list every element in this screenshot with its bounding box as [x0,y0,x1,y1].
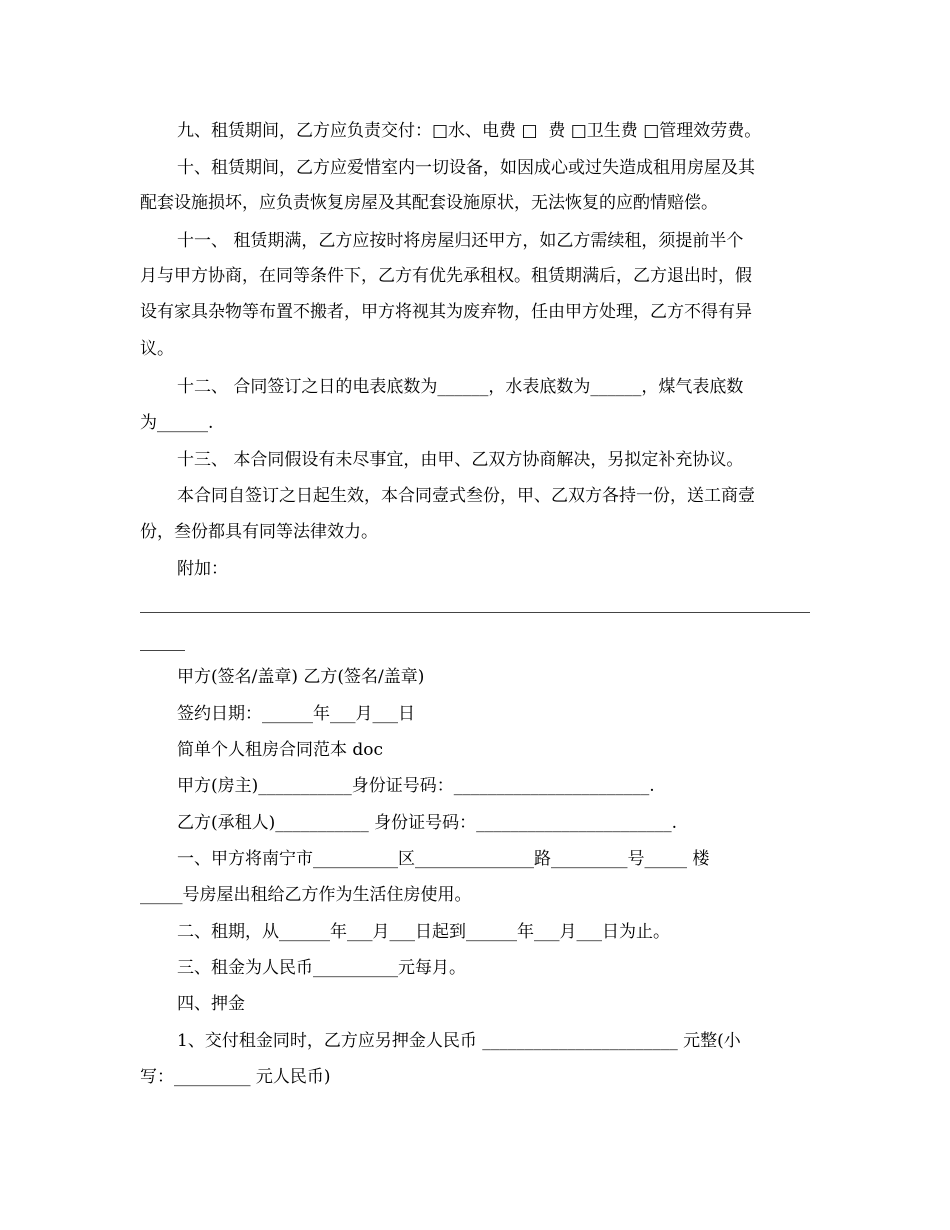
clause-12-line-2: 为______. [140,413,214,433]
party-b-line: 乙方(承租人)___________ 身份证号码：_______________________. [177,813,678,833]
clause-11-line-2: 月与甲方协商，在同等条件下，乙方有优先承租权。租赁期满后，乙方退出时，假 [140,266,752,286]
attachment-rule-continued [140,650,185,651]
contract-2-clause-2: 二、租期，从______年___月___日起到______年___月___日为止。 [177,922,670,942]
contract-2-title: 简单个人租房合同范本 doc [177,740,384,760]
signature-parties: 甲方(签名/盖章) 乙方(签名/盖章) [177,667,425,687]
contract-2-clause-4-1-line-1: 1、交付租金同时，乙方应另押金人民币 _______________________ 元整(小 [177,1031,741,1051]
clause-11-line-4: 议。 [140,339,174,359]
attachment-rule [140,612,810,613]
clause-13: 十三、 本合同假设有未尽事宜，由甲、乙双方协商解决，另拟定补充协议。 [177,450,744,470]
contract-2-clause-3: 三、租金为人民币__________元每月。 [177,958,466,978]
contract-2-clause-4-1-line-2: 写：_________ 元人民币) [140,1067,331,1087]
effect-line-2: 份，叁份都具有同等法律效力。 [140,522,378,542]
contract-2-clause-1-line-2: _____号房屋出租给乙方作为生活住房使用。 [140,885,472,905]
clause-9: 九、租赁期间，乙方应负责交付：□水、电费 □ 费 □卫生费 □管理效劳费。 [177,121,762,141]
attachment-label: 附加： [177,559,228,579]
effect-line-1: 本合同自签订之日起生效，本合同壹式叁份，甲、乙双方各持一份，送工商壹 [177,486,755,506]
clause-11-line-1: 十一、 租赁期满，乙方应按时将房屋归还甲方，如乙方需续租，须提前半个 [177,231,744,251]
signature-date: 签约日期：______年___月___日 [177,704,415,724]
clause-10-line-1: 十、租赁期间，乙方应爱惜室内一切设备，如因成心或过失造成租用房屋及其 [177,158,755,178]
contract-2-clause-1-line-1: 一、甲方将南宁市__________区______________路_________号_____ 楼 [177,849,710,869]
clause-10-line-2: 配套设施损坏，应负责恢复房屋及其配套设施原状，无法恢复的应酌情赔偿。 [140,193,718,213]
clause-11-line-3: 设有家具杂物等布置不搬者，甲方将视其为废弃物，任由甲方处理，乙方不得有异 [140,302,752,322]
party-a-line: 甲方(房主)___________身份证号码：_______________________. [177,776,655,796]
clause-12-line-1: 十二、 合同签订之日的电表底数为______，水表底数为______，煤气表底数 [177,377,744,397]
contract-2-clause-4: 四、押金 [177,994,245,1014]
